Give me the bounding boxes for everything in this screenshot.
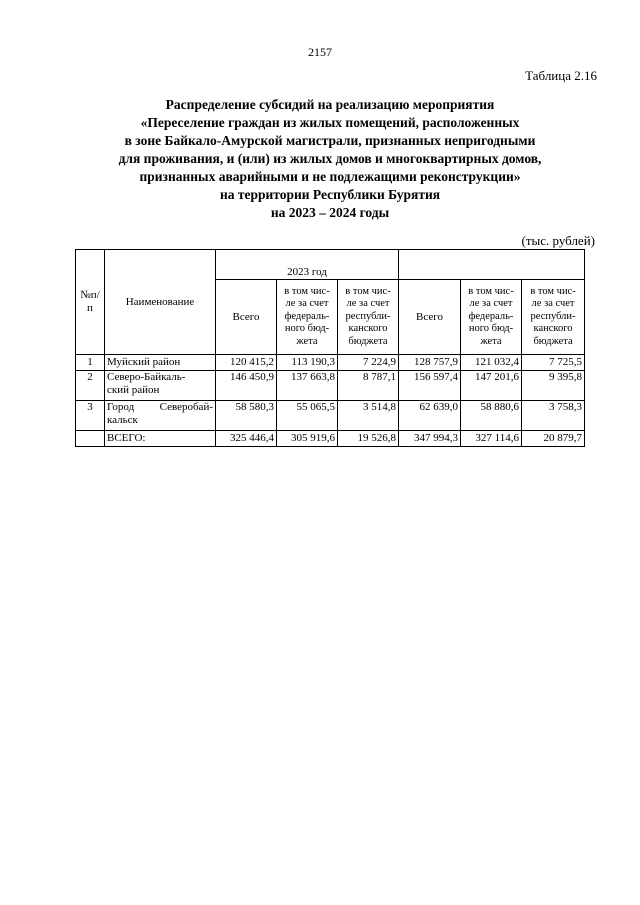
page-number: 2157 (308, 45, 332, 59)
cell-total-2024: 62 639,0 (399, 401, 461, 431)
table-row (76, 401, 585, 431)
header-republic-2024 (522, 280, 585, 355)
cell-total-2023: 58 580,3 (216, 401, 277, 431)
row-name (105, 355, 216, 371)
cell-total-2023: 120 415,2 (216, 355, 277, 371)
title-line: Распределение субсидий на реализацию мероприятия (165, 97, 495, 112)
cell-federal-2023: 113 190,3 (277, 355, 338, 371)
cell-federal-2024: 58 880,6 (461, 401, 522, 431)
header-year-2024 (399, 250, 585, 280)
cell-federal-2024: 327 114,6 (461, 431, 522, 447)
cell-republic-2024: 3 758,3 (522, 401, 585, 431)
table-id: Таблица 2.16 (525, 68, 597, 83)
document-title (60, 96, 600, 222)
hdr-line: бюджета (348, 335, 388, 347)
table-row (76, 371, 585, 401)
cell-republic-2024: 20 879,7 (522, 431, 585, 447)
cell-total-2024: 156 597,4 (399, 371, 461, 401)
cell-republic-2023: 8 787,1 (338, 371, 399, 401)
cell-federal-2023: 305 919,6 (277, 431, 338, 447)
cell-federal-2024: 147 201,6 (461, 371, 522, 401)
total-row (76, 431, 585, 447)
header-name: Наименование (105, 250, 216, 355)
row-num: 2 (76, 371, 105, 401)
name-line: ский район (107, 384, 160, 396)
cell-federal-2023: 55 065,5 (277, 401, 338, 431)
header-total-2023: Всего (216, 280, 277, 355)
row-name (105, 371, 216, 401)
cell-total-2023: 325 446,4 (216, 431, 277, 447)
cell-federal-2023: 137 663,8 (277, 371, 338, 401)
units-label: (тыс. рублей) (521, 233, 595, 248)
title-line: на территории Республики Бурятия (219, 187, 441, 202)
hdr-line: республи- (345, 310, 391, 322)
hdr-line: канского (533, 323, 573, 335)
header-federal-2024 (461, 280, 522, 355)
cell-total-2023: 146 450,9 (216, 371, 277, 401)
hdr-line: федераль- (284, 310, 330, 322)
title-line: признанных аварийными и не подлежащими реконструкции» (139, 169, 521, 184)
name-line: Северо-Байкаль- (107, 371, 186, 383)
hdr-line: канского (348, 323, 388, 335)
hdr-line: ле за счет (469, 298, 513, 310)
header-republic-2023 (338, 280, 399, 355)
cell-federal-2024: 121 032,4 (461, 355, 522, 371)
row-num: 1 (76, 355, 105, 371)
name-line: кальск (107, 414, 138, 426)
header-year-2023: 2023 год (216, 250, 399, 280)
cell-republic-2023: 19 526,8 (338, 431, 399, 447)
table-row (76, 355, 585, 371)
header-federal-2023 (277, 280, 338, 355)
hdr-line: в том чис- (284, 285, 330, 297)
hdr-line: ле за счет (346, 298, 390, 310)
title-line: для проживания, и (или) из жилых домов и многоквартирных домов, (118, 151, 542, 166)
hdr-line: жета (296, 335, 318, 347)
cell-total-2024: 347 994,3 (399, 431, 461, 447)
title-line: на 2023 – 2024 годы (270, 205, 390, 220)
hdr-line: в том чис- (468, 285, 514, 297)
name-line: Муйский район (107, 356, 181, 368)
name-line: Город Северобай- (107, 401, 213, 413)
hdr-line: ле за счет (531, 298, 575, 310)
hdr-line: ного бюд- (468, 323, 514, 335)
title-line: «Переселение граждан из жилых помещений, расположенных (140, 115, 520, 130)
cell-republic-2024: 9 395,8 (522, 371, 585, 401)
subsidy-table (75, 249, 585, 447)
hdr-line: республи- (530, 310, 576, 322)
hdr-line: бюджета (533, 335, 573, 347)
hdr-line: ле за счет (285, 298, 329, 310)
cell-republic-2024: 7 725,5 (522, 355, 585, 371)
row-num: 3 (76, 401, 105, 431)
header-total-2024: Всего (399, 280, 461, 355)
hdr-line: федераль- (468, 310, 514, 322)
hdr-line: в том чис- (530, 285, 576, 297)
header-num: №п/п (76, 250, 105, 355)
cell-republic-2023: 3 514,8 (338, 401, 399, 431)
hdr-line: в том чис- (345, 285, 391, 297)
cell-republic-2023: 7 224,9 (338, 355, 399, 371)
title-line: в зоне Байкало-Амурской магистрали, признанных непригодными (124, 133, 536, 148)
total-label: ВСЕГО: (105, 431, 216, 447)
hdr-line: ного бюд- (284, 323, 330, 335)
cell-total-2024: 128 757,9 (399, 355, 461, 371)
row-name (105, 401, 216, 431)
hdr-line: жета (480, 335, 502, 347)
total-num (76, 431, 105, 447)
